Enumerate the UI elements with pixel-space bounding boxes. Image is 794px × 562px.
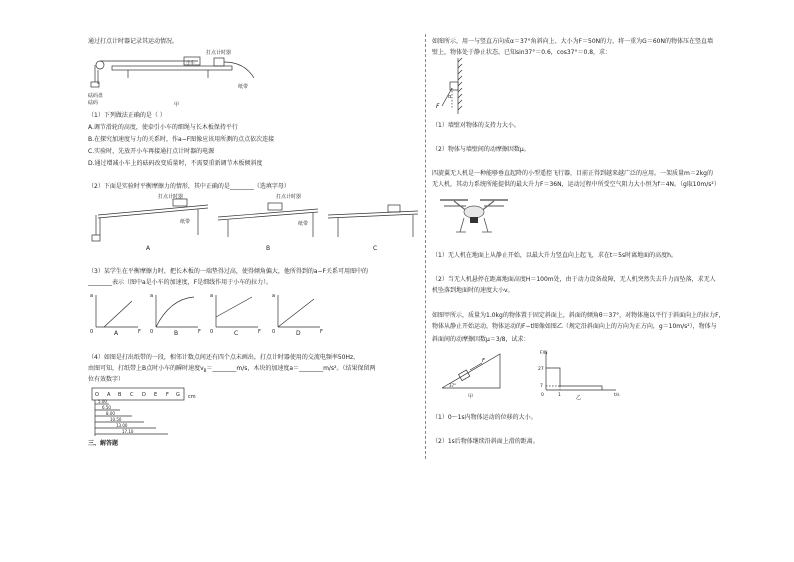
svg-text:B: B bbox=[118, 392, 122, 398]
svg-text:13.00: 13.00 bbox=[116, 423, 128, 428]
left-column bbox=[88, 0, 418, 562]
column-divider bbox=[425, 34, 426, 459]
svg-text:cm: cm bbox=[188, 394, 196, 400]
svg-text:A: A bbox=[114, 330, 119, 337]
q1-option-d: D.通过增减小车上的砝码改变质量时，不需要重新调节木板倾斜度 bbox=[88, 160, 263, 167]
svg-text:F: F bbox=[166, 392, 169, 398]
right-column bbox=[432, 0, 725, 562]
svg-text:a: a bbox=[90, 293, 94, 299]
drone-image bbox=[434, 192, 514, 242]
q4-line1: （4）如图是打出纸带的一段，相邻计数点间还有四个点未画出，打点计时器使用的交流电频率50Hz， bbox=[88, 354, 360, 361]
q2-stem: （2）下面是实验时平衡摩擦力的情形，其中正确的是________（选填字母） bbox=[88, 183, 290, 190]
p1-line1: 如图所示，用一与竖直方向成α＝37°角斜向上、大小为F＝50N的力，将一重为G＝60N的物体压在竖直墙 bbox=[432, 38, 713, 45]
p3-line2: 物体从静止开始运动，物体运动的F−t图像如图乙（规定沿斜面向上的方向为正方向，g＝10m/s²），物体与 bbox=[432, 323, 717, 330]
label-tray: 砝码盘 bbox=[88, 93, 104, 99]
q1-stem: （1）下列做法正确的是（ ） bbox=[88, 112, 166, 119]
svg-text:F: F bbox=[138, 329, 141, 335]
graph-c bbox=[210, 293, 261, 337]
p1-q1: （1）墙壁对物体的支持力大小。 bbox=[432, 122, 520, 129]
axis-y-label: F/N bbox=[540, 351, 548, 356]
q3-line2: ________表示（图中a是小车的加速度，F是细线作用于小车的拉力）。 bbox=[88, 279, 273, 286]
graph-a bbox=[90, 293, 141, 337]
fig-c-letter: C bbox=[373, 245, 378, 252]
svg-text:a: a bbox=[210, 293, 214, 299]
graph-d bbox=[272, 293, 323, 337]
q4-line2a: 由图可知，打纸带上B点时小车的瞬时速度v bbox=[88, 365, 204, 372]
label-weight: 砝码 bbox=[88, 100, 99, 106]
svg-text:0: 0 bbox=[150, 329, 154, 335]
fig-a-tape: 纸带 bbox=[180, 219, 191, 225]
label-car: 小车 bbox=[186, 61, 195, 66]
x-tick: 1 bbox=[558, 393, 561, 398]
fig-a-timer: 打点计时器 bbox=[158, 194, 184, 200]
intro-text: 通过打点计时器记录其运动情况。 bbox=[88, 38, 179, 45]
svg-text:F: F bbox=[320, 329, 323, 335]
q1-option-c: C.实验时，先放开小车再接通打点计时器的电源 bbox=[88, 148, 215, 155]
svg-text:0: 0 bbox=[272, 329, 276, 335]
p2-line1: 四旋翼无人机是一种能够垂直起降的小型遥控飞行器，目前正得到越来越广泛的应用。一架质量m＝2kg的 bbox=[432, 170, 713, 177]
q4-line2b: ＝________m/s，木块的加速度a＝________m/s²。（结果保留两 bbox=[206, 365, 376, 372]
af-graphs bbox=[88, 291, 418, 336]
p3-line1: 如图甲所示，质量为1.0kg的物体置于固定斜面上，斜面的倾角θ＝37°，对物体施以平行于斜面向上的拉力F， bbox=[432, 312, 725, 319]
label-tape: 纸带 bbox=[238, 84, 249, 90]
p1-line2: 壁上，物体处于静止状态。已知sin37°＝0.6，cos37°＝0.8，求： bbox=[432, 49, 612, 56]
p3-line3: 斜面间的动摩擦因数μ＝3/8，试求： bbox=[432, 336, 530, 343]
p3-q1: （1）0～1s内物体运动的位移的大小。 bbox=[432, 414, 537, 421]
svg-text:D: D bbox=[296, 330, 301, 337]
fig-b-letter: B bbox=[266, 245, 271, 252]
svg-text:17.10: 17.10 bbox=[122, 429, 134, 434]
svg-text:G: G bbox=[176, 392, 180, 398]
fig-b-timer: 打点计时器 bbox=[276, 194, 302, 200]
svg-text:O: O bbox=[95, 392, 99, 398]
fig-b-tape: 纸带 bbox=[298, 221, 309, 227]
svg-text:D: D bbox=[142, 392, 146, 398]
svg-text:10.50: 10.50 bbox=[110, 417, 122, 422]
svg-text:0: 0 bbox=[90, 329, 94, 335]
svg-text:5.00: 5.00 bbox=[98, 399, 107, 404]
svg-text:a: a bbox=[272, 293, 276, 299]
section-heading: 三、解答题 bbox=[88, 440, 119, 447]
label-F: F bbox=[436, 103, 440, 110]
svg-text:C: C bbox=[234, 330, 239, 337]
svg-text:F: F bbox=[198, 329, 201, 335]
incline-figure bbox=[440, 350, 510, 400]
p2-q2a: （2）当无人机悬停在距离地面高度H＝100m处，由于动力设备故障，无人机突然失去升力而坠落，求无人 bbox=[432, 276, 716, 283]
caption-yi: 乙 bbox=[576, 395, 582, 401]
svg-text:B: B bbox=[174, 330, 179, 337]
q4-line3: 位有效数字） bbox=[88, 376, 125, 383]
p2-q1: （1）无人机在地面上从静止开始，以最大升力竖直向上起飞，求在t＝5s时离地面的高度h。 bbox=[432, 252, 677, 259]
q4-line2: 由图可知，打纸带上B点时小车的瞬时速度$v_B=\_\_\_\_\_\_\_\_m/s$，木块的加速度a＝________m/s²。（结果保留两 bbox=[88, 365, 376, 374]
apparatus-figure bbox=[88, 48, 268, 106]
paper-tape bbox=[92, 388, 196, 440]
svg-text:F: F bbox=[258, 329, 261, 335]
q1-option-a: A.调节滑轮的高度，使牵引小车的细绳与长木板保持平行 bbox=[88, 124, 238, 131]
svg-text:a: a bbox=[150, 293, 154, 299]
label-alpha: α bbox=[448, 94, 452, 100]
svg-text:0: 0 bbox=[210, 329, 214, 335]
p1-q2: （2）物体与墙壁间的动摩擦因数μ。 bbox=[432, 146, 530, 153]
label-theta: 37° bbox=[449, 383, 457, 388]
wall-figure bbox=[432, 58, 492, 116]
svg-text:E: E bbox=[154, 392, 158, 398]
ft-graph bbox=[536, 350, 626, 400]
friction-figures bbox=[88, 193, 418, 253]
q3-line1: （3）某学生在平衡摩擦力时，把长木板的一端垫得过高，使得倾角偏大，他所得到的a−F关系可用图中的 bbox=[88, 268, 368, 275]
svg-text:A: A bbox=[107, 392, 111, 398]
caption-jia: 甲 bbox=[468, 394, 474, 400]
axis-x-label: t/s bbox=[614, 393, 620, 398]
fig-a-letter: A bbox=[146, 245, 151, 252]
y-tick-hi: 27 bbox=[538, 367, 544, 372]
label-timer: 打点计时器 bbox=[206, 50, 232, 56]
graph-b bbox=[150, 293, 201, 337]
p2-q2b: 机坠落到地面时的速度大小v。 bbox=[432, 287, 514, 294]
q1-option-b: B.在探究加速度与力的关系时，作a−F图像应该用所测的点点依次连接 bbox=[88, 136, 275, 143]
svg-text:6.50: 6.50 bbox=[102, 405, 111, 410]
p2-line2: 无人机，其动力系统所能提供的最大升力F＝36N，运动过程中所受空气阻力大小恒为f＝4N。（g取10m/s²） bbox=[432, 181, 720, 188]
y-tick-lo: 7 bbox=[540, 384, 543, 389]
svg-text:8.00: 8.00 bbox=[106, 411, 115, 416]
label-force: F bbox=[482, 358, 485, 364]
origin-label: 0 bbox=[541, 393, 544, 398]
svg-text:C: C bbox=[130, 392, 134, 398]
p3-q2: （2）1s后物体继续沿斜面上滑的距离。 bbox=[432, 438, 539, 445]
fig1-caption: 甲 bbox=[174, 102, 180, 108]
